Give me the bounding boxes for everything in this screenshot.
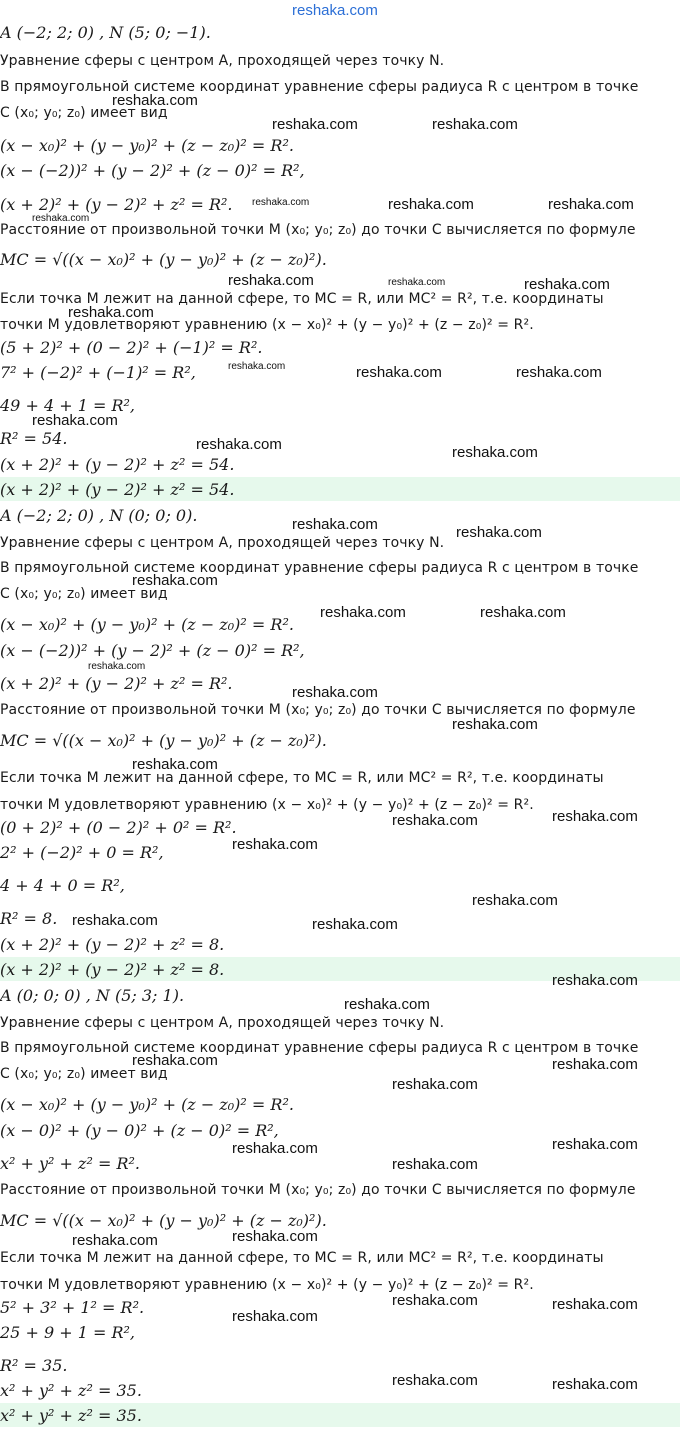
watermark: reshaka.com <box>480 604 566 621</box>
watermark: reshaka.com <box>68 304 154 321</box>
watermark: reshaka.com <box>196 436 282 453</box>
watermark: reshaka.com <box>392 1292 478 1309</box>
problem-2-points: A (−2; 2; 0) , N (0; 0; 0). <box>0 506 198 525</box>
watermark: reshaka.com <box>524 276 610 293</box>
watermark: reshaka.com <box>88 661 146 672</box>
point-on-sphere-condition: Если точка M лежит на данной сфере, то MC = R, или MC² = R², т.е. координаты <box>0 1250 604 1266</box>
problem-2-sphere-statement: Уравнение сферы с центром A, проходящей через точку N. <box>0 535 445 551</box>
watermark: reshaka.com <box>132 756 218 773</box>
watermark: reshaka.com <box>552 808 638 825</box>
center-point-form: C (x₀; y₀; z₀) имеет вид <box>0 1066 168 1082</box>
distance-formula: MC = √((x − x₀)² + (y − y₀)² + (z − z₀)²). <box>0 731 327 750</box>
watermark: reshaka.com <box>312 916 398 933</box>
watermark: reshaka.com <box>356 364 442 381</box>
equation-simplified: x² + y² + z² = R². <box>0 1154 141 1173</box>
numeric-sum: 4 + 4 + 0 = R², <box>0 876 125 895</box>
watermark: reshaka.com <box>392 1372 478 1389</box>
general-sphere-equation: (x − x₀)² + (y − y₀)² + (z − z₀)² = R². <box>0 136 294 155</box>
watermark: reshaka.com <box>432 116 518 133</box>
watermark: reshaka.com <box>452 444 538 461</box>
problem-3-sphere-statement: Уравнение сферы с центром A, проходящей через точку N. <box>0 1015 445 1031</box>
equation-substitution: (x − (−2))² + (y − 2)² + (z − 0)² = R², <box>0 161 305 180</box>
watermark: reshaka.com <box>552 972 638 989</box>
equation-simplified: (x + 2)² + (y − 2)² + z² = R². <box>0 195 233 214</box>
watermark: reshaka.com <box>132 572 218 589</box>
watermark: reshaka.com <box>228 361 286 372</box>
watermark: reshaka.com <box>392 812 478 829</box>
watermark: reshaka.com <box>72 912 158 929</box>
center-point-form: C (x₀; y₀; z₀) имеет вид <box>0 586 168 602</box>
watermark: reshaka.com <box>552 1296 638 1313</box>
general-sphere-equation: (x − x₀)² + (y − y₀)² + (z − z₀)² = R². <box>0 615 294 634</box>
watermark-top: reshaka.com <box>292 2 378 19</box>
distance-formula: MC = √((x − x₀)² + (y − y₀)² + (z − z₀)²). <box>0 250 327 269</box>
watermark: reshaka.com <box>392 1076 478 1093</box>
point-on-sphere-condition: Если точка M лежит на данной сфере, то MC = R, или MC² = R², т.е. координаты <box>0 770 604 786</box>
distance-formula: MC = √((x − x₀)² + (y − y₀)² + (z − z₀)²). <box>0 1211 327 1230</box>
sphere-equation-intro: В прямоугольной системе координат уравнение сферы радиуса R с центром в точке <box>0 1040 639 1056</box>
substitution-n: (0 + 2)² + (0 − 2)² + 0² = R². <box>0 818 237 837</box>
radius-squared: R² = 54. <box>0 429 68 448</box>
watermark: reshaka.com <box>392 1156 478 1173</box>
distance-statement: Расстояние от произвольной точки M (x₀; y₀; z₀) до точки C вычисляется по формуле <box>0 1182 636 1198</box>
watermark: reshaka.com <box>452 716 538 733</box>
equation-substitution: (x − 0)² + (y − 0)² + (z − 0)² = R², <box>0 1121 279 1140</box>
squares-sum: 7² + (−2)² + (−1)² = R², <box>0 363 196 382</box>
watermark: reshaka.com <box>292 516 378 533</box>
radius-squared: R² = 35. <box>0 1356 68 1375</box>
numeric-sum: 25 + 9 + 1 = R², <box>0 1323 135 1342</box>
coordinates-satisfy-equation: точки M удовлетворяют уравнению (x − x₀)² + (y − y₀)² + (z − z₀)² = R². <box>0 797 534 813</box>
radius-squared: R² = 8. <box>0 909 58 928</box>
answer-2: (x + 2)² + (y − 2)² + z² = 8. <box>0 960 225 979</box>
watermark: reshaka.com <box>72 1232 158 1249</box>
final-equation: (x + 2)² + (y − 2)² + z² = 8. <box>0 935 225 954</box>
coordinates-satisfy-equation: точки M удовлетворяют уравнению (x − x₀)² + (y − y₀)² + (z − z₀)² = R². <box>0 317 534 333</box>
watermark: reshaka.com <box>32 213 90 224</box>
watermark: reshaka.com <box>232 1228 318 1245</box>
watermark: reshaka.com <box>232 1140 318 1157</box>
numeric-sum: 49 + 4 + 1 = R², <box>0 396 135 415</box>
watermark: reshaka.com <box>132 1052 218 1069</box>
watermark: reshaka.com <box>516 364 602 381</box>
equation-simplified: (x + 2)² + (y − 2)² + z² = R². <box>0 674 233 693</box>
substitution-n: (5 + 2)² + (0 − 2)² + (−1)² = R². <box>0 338 263 357</box>
watermark: reshaka.com <box>232 1308 318 1325</box>
watermark: reshaka.com <box>292 684 378 701</box>
watermark: reshaka.com <box>552 1376 638 1393</box>
coordinates-satisfy-equation: точки M удовлетворяют уравнению (x − x₀)² + (y − y₀)² + (z − z₀)² = R². <box>0 1277 534 1293</box>
general-sphere-equation: (x − x₀)² + (y − y₀)² + (z − z₀)² = R². <box>0 1095 294 1114</box>
watermark: reshaka.com <box>472 892 558 909</box>
problem-1-sphere-statement: Уравнение сферы с центром A, проходящей через точку N. <box>0 53 445 69</box>
watermark: reshaka.com <box>456 524 542 541</box>
watermark: reshaka.com <box>552 1136 638 1153</box>
center-point-form: C (x₀; y₀; z₀) имеет вид <box>0 105 168 121</box>
final-equation: (x + 2)² + (y − 2)² + z² = 54. <box>0 455 235 474</box>
answer-1: (x + 2)² + (y − 2)² + z² = 54. <box>0 480 235 499</box>
sphere-equation-intro: В прямоугольной системе координат уравнение сферы радиуса R с центром в точке <box>0 560 639 576</box>
substitution-n: 5² + 3² + 1² = R². <box>0 1298 145 1317</box>
watermark: reshaka.com <box>112 92 198 109</box>
watermark: reshaka.com <box>344 996 430 1013</box>
watermark: reshaka.com <box>252 197 310 208</box>
answer-3: x² + y² + z² = 35. <box>0 1406 142 1425</box>
equation-substitution: (x − (−2))² + (y − 2)² + (z − 0)² = R², <box>0 641 305 660</box>
problem-1-points: A (−2; 2; 0) , N (5; 0; −1). <box>0 23 211 42</box>
distance-statement: Расстояние от произвольной точки M (x₀; y₀; z₀) до точки C вычисляется по формуле <box>0 222 636 238</box>
squares-sum: 2² + (−2)² + 0 = R², <box>0 843 164 862</box>
watermark: reshaka.com <box>548 196 634 213</box>
watermark: reshaka.com <box>388 277 446 288</box>
sphere-equation-intro: В прямоугольной системе координат уравнение сферы радиуса R с центром в точке <box>0 79 639 95</box>
watermark: reshaka.com <box>320 604 406 621</box>
watermark: reshaka.com <box>228 272 314 289</box>
watermark: reshaka.com <box>272 116 358 133</box>
watermark: reshaka.com <box>32 412 118 429</box>
final-equation: x² + y² + z² = 35. <box>0 1381 142 1400</box>
distance-statement: Расстояние от произвольной точки M (x₀; y₀; z₀) до точки C вычисляется по формуле <box>0 702 636 718</box>
watermark: reshaka.com <box>232 836 318 853</box>
watermark: reshaka.com <box>552 1056 638 1073</box>
problem-3-points: A (0; 0; 0) , N (5; 3; 1). <box>0 986 185 1005</box>
watermark: reshaka.com <box>388 196 474 213</box>
point-on-sphere-condition: Если точка M лежит на данной сфере, то MC = R, или MC² = R², т.е. координаты <box>0 291 604 307</box>
